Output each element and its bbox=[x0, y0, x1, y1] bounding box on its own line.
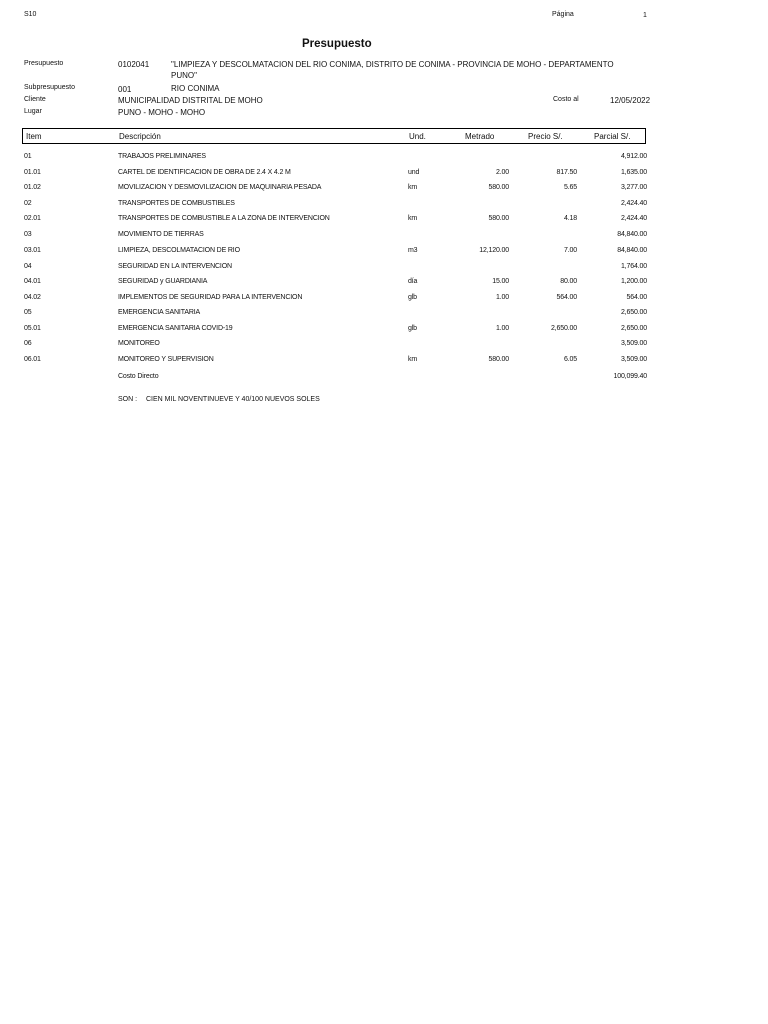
presupuesto-label: Presupuesto bbox=[24, 60, 64, 67]
row-metrado: 1.00 bbox=[495, 294, 509, 301]
row-parcial: 2,424.40 bbox=[620, 215, 647, 222]
costo-al-date: 12/05/2022 bbox=[610, 96, 651, 105]
header-parcial: Parcial S/. bbox=[594, 132, 631, 141]
row-item: 01 bbox=[24, 153, 32, 160]
row-parcial: 2,650.00 bbox=[620, 325, 647, 332]
row-item: 05 bbox=[24, 309, 32, 316]
table-row bbox=[0, 309, 768, 321]
table-row bbox=[0, 278, 768, 290]
costo-al-label: Costo al bbox=[553, 96, 579, 103]
header-precio: Precio S/. bbox=[528, 132, 563, 141]
row-unit: glb bbox=[408, 294, 417, 301]
row-unit: km bbox=[408, 184, 418, 191]
row-description: SEGURIDAD EN LA INTERVENCION bbox=[118, 263, 232, 270]
presupuesto-code: 0102041 bbox=[118, 60, 150, 69]
row-item: 03.01 bbox=[24, 247, 41, 254]
row-parcial: 4,912.00 bbox=[620, 153, 647, 160]
row-precio: 80.00 bbox=[560, 278, 577, 285]
row-description: TRANSPORTES DE COMBUSTIBLE A LA ZONA DE INTERVENCION bbox=[118, 215, 330, 222]
son-amount-words: CIEN MIL NOVENTINUEVE Y 40/100 NUEVOS SOLES bbox=[146, 396, 320, 403]
subpresupuesto-label: Subpresupuesto bbox=[24, 84, 75, 91]
row-item: 04.02 bbox=[24, 294, 41, 301]
row-metrado: 580.00 bbox=[488, 184, 509, 191]
row-description: MOVIMIENTO DE TIERRAS bbox=[118, 231, 204, 238]
son-label: SON : bbox=[118, 396, 138, 403]
header-und: Und. bbox=[409, 132, 426, 141]
row-description: MONITOREO bbox=[118, 340, 160, 347]
row-unit: km bbox=[408, 215, 418, 222]
row-description: EMERGENCIA SANITARIA COVID-19 bbox=[118, 325, 233, 332]
row-description: IMPLEMENTOS DE SEGURIDAD PARA LA INTERVENCION bbox=[118, 294, 303, 301]
row-description: LIMPIEZA, DESCOLMATACION DE RIO bbox=[118, 247, 240, 254]
lugar-label: Lugar bbox=[24, 108, 42, 115]
row-metrado: 580.00 bbox=[488, 356, 509, 363]
subpresupuesto-code: 001 bbox=[118, 85, 132, 94]
subpresupuesto-name: RIO CONIMA bbox=[171, 84, 220, 93]
row-metrado: 1.00 bbox=[495, 325, 509, 332]
costo-directo-row bbox=[0, 373, 768, 385]
row-unit: glb bbox=[408, 325, 417, 332]
row-unit: km bbox=[408, 356, 418, 363]
presupuesto-description-line2: PUNO" bbox=[171, 71, 197, 80]
row-unit: día bbox=[408, 278, 418, 285]
header-metrado: Metrado bbox=[465, 132, 495, 141]
row-metrado: 12,120.00 bbox=[479, 247, 509, 254]
header-descripcion: Descripción bbox=[119, 132, 161, 141]
page-label: Página bbox=[552, 11, 574, 18]
row-item: 01.01 bbox=[24, 169, 41, 176]
row-precio: 6.05 bbox=[563, 356, 577, 363]
table-row bbox=[0, 184, 768, 196]
row-precio: 564.00 bbox=[556, 294, 577, 301]
row-precio: 817.50 bbox=[556, 169, 577, 176]
row-metrado: 580.00 bbox=[488, 215, 509, 222]
row-description: SEGURIDAD y GUARDIANIA bbox=[118, 278, 208, 285]
row-metrado: 15.00 bbox=[492, 278, 509, 285]
table-row bbox=[0, 325, 768, 337]
cliente-label: Cliente bbox=[24, 96, 46, 103]
page-number: 1 bbox=[643, 12, 647, 19]
row-description: TRANSPORTES DE COMBUSTIBLES bbox=[118, 200, 235, 207]
cliente-value: MUNICIPALIDAD DISTRITAL DE MOHO bbox=[118, 96, 263, 105]
table-row bbox=[0, 200, 768, 212]
presupuesto-description-line1: "LIMPIEZA Y DESCOLMATACION DEL RIO CONIMA, DISTRITO DE CONIMA - PROVINCIA DE MOHO - DEPARTAMENTO bbox=[171, 60, 614, 69]
row-unit: m3 bbox=[408, 247, 418, 254]
row-parcial: 1,635.00 bbox=[620, 169, 647, 176]
table-row bbox=[0, 215, 768, 227]
table-header bbox=[22, 128, 646, 144]
row-parcial: 84,840.00 bbox=[617, 247, 647, 254]
row-parcial: 84,840.00 bbox=[617, 231, 647, 238]
table-row bbox=[0, 294, 768, 306]
header-item: Item bbox=[26, 132, 42, 141]
row-item: 06 bbox=[24, 340, 32, 347]
table-row bbox=[0, 231, 768, 243]
row-parcial: 564.00 bbox=[626, 294, 647, 301]
row-precio: 4.18 bbox=[563, 215, 577, 222]
row-description: CARTEL DE IDENTIFICACION DE OBRA DE 2.4 X 4.2 M bbox=[118, 169, 291, 176]
row-item: 05.01 bbox=[24, 325, 41, 332]
row-unit: und bbox=[408, 169, 420, 176]
lugar-value: PUNO - MOHO - MOHO bbox=[118, 108, 206, 117]
corner-code: S10 bbox=[24, 11, 37, 18]
row-description: MOVILIZACION Y DESMOVILIZACION DE MAQUINARIA PESADA bbox=[118, 184, 322, 191]
row-parcial: 2,650.00 bbox=[620, 309, 647, 316]
row-parcial: 3,509.00 bbox=[620, 340, 647, 347]
row-precio: 7.00 bbox=[563, 247, 577, 254]
row-parcial: 3,509.00 bbox=[620, 356, 647, 363]
row-item: 06.01 bbox=[24, 356, 41, 363]
table-row bbox=[0, 263, 768, 275]
row-parcial: 3,277.00 bbox=[620, 184, 647, 191]
costo-directo-label: Costo Directo bbox=[118, 373, 159, 380]
row-item: 03 bbox=[24, 231, 32, 238]
table-row bbox=[0, 340, 768, 352]
row-parcial: 1,200.00 bbox=[620, 278, 647, 285]
row-precio: 5.65 bbox=[563, 184, 577, 191]
row-item: 01.02 bbox=[24, 184, 41, 191]
row-precio: 2,650.00 bbox=[550, 325, 577, 332]
row-parcial: 1,764.00 bbox=[620, 263, 647, 270]
row-item: 04.01 bbox=[24, 278, 41, 285]
row-description: EMERGENCIA SANITARIA bbox=[118, 309, 201, 316]
page-title: Presupuesto bbox=[302, 38, 372, 50]
row-parcial: 2,424.40 bbox=[620, 200, 647, 207]
table-row bbox=[0, 153, 768, 165]
table-row bbox=[0, 356, 768, 368]
row-item: 02.01 bbox=[24, 215, 41, 222]
row-metrado: 2.00 bbox=[495, 169, 509, 176]
row-description: TRABAJOS PRELIMINARES bbox=[118, 153, 206, 160]
costo-directo-value: 100,099.40 bbox=[613, 373, 647, 380]
row-item: 02 bbox=[24, 200, 32, 207]
row-description: MONITOREO Y SUPERVISION bbox=[118, 356, 214, 363]
row-item: 04 bbox=[24, 263, 32, 270]
table-row bbox=[0, 247, 768, 259]
table-row bbox=[0, 169, 768, 181]
